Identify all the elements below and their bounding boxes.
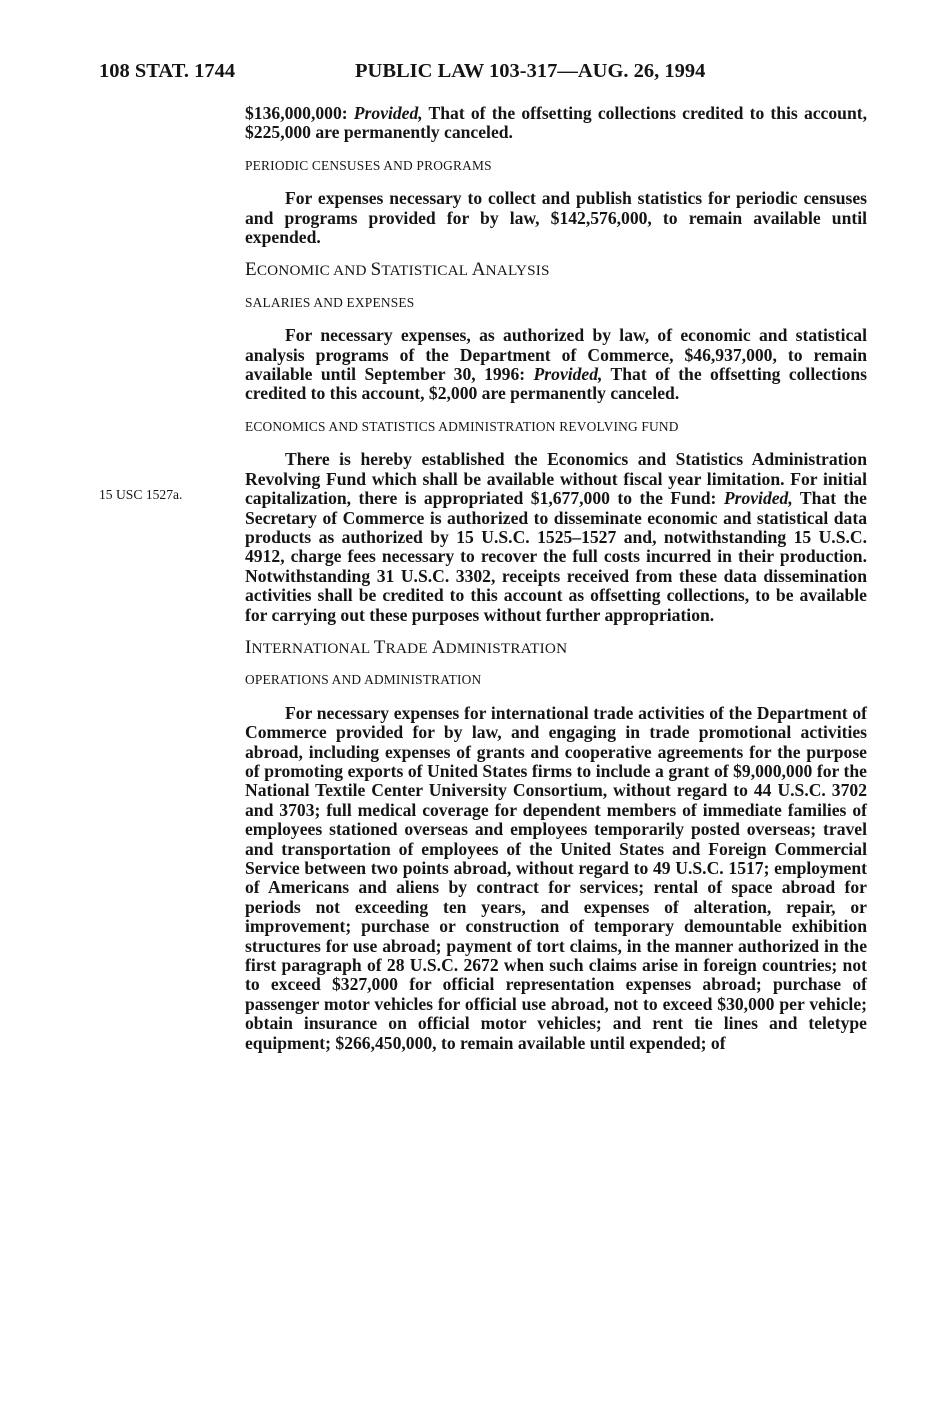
carryover-rest: That of the offsetting collections credited to this account, $225,000 are permanently canceled. bbox=[245, 103, 867, 143]
heading-part: NTERNATIONAL bbox=[251, 639, 374, 657]
page-body bbox=[245, 104, 867, 1053]
heading-part: I bbox=[245, 636, 252, 658]
heading-part: S bbox=[370, 259, 382, 281]
economic-analysis-rest: That of the offsetting collections credited to this account, $2,000 are permanently canceled. bbox=[245, 364, 867, 404]
heading-part: NALYSIS bbox=[485, 262, 550, 280]
law-citation: PUBLIC LAW 103-317—AUG. 26, 1994 bbox=[355, 60, 706, 82]
revolving-fund-proviso: Provided, bbox=[723, 488, 793, 509]
international-trade-paragraph: For necessary expenses for international trade activities of the Department of Commerce provided for by law, and engaging in trade promotional activities abroad, including expenses of grants and cooperative agreements for the purpose of promoting exports of United States firms to include a grant of $9,000,000 for the National Textile Center University Consortium, without regard to 44 U.S.C. 3702 and 3703; full medical coverage for dependent members of immediate families of employees stationed overseas and employees temporarily posted overseas; travel and transportation of employees of the United States and Foreign Commercial Service between two points abroad, without regard to 49 U.S.C. 1517; employment of Americans and aliens by contract for services; rental of space abroad for periods not exceeding ten years, and expenses of alteration, repair, or improvement; purchase or construction of temporary demountable exhibition structures for use abroad; payment of tort claims, in the manner authorized in the first paragraph of 28 U.S.C. 2672 when such claims arise in foreign countries; not to exceed $327,000 for official representation expenses abroad; purchase of passenger motor vehicles for official use abroad, not to exceed $30,000 per vehicle; obtain insurance on official motor vehicles; and rent tie lines and teletype equipment; $266,450,000, to remain available until expended; of bbox=[245, 702, 867, 1053]
economic-analysis-lead: For necessary expenses, as authorized by law, of economic and statistical analysis programs of the Department of Commerce, $46,937,000, to remain available until September 30, 1996: bbox=[245, 325, 867, 385]
heading-part: CONOMIC bbox=[256, 262, 334, 280]
economic-analysis-proviso: Provided, bbox=[533, 364, 603, 385]
heading-part: AND bbox=[333, 262, 371, 280]
carryover-proviso: Provided, bbox=[353, 103, 423, 123]
revolving-fund-paragraph bbox=[245, 450, 867, 625]
heading-part: A bbox=[431, 636, 446, 658]
running-head bbox=[0, 60, 946, 90]
heading-international-trade bbox=[245, 638, 867, 658]
heading-economic-statistical-analysis bbox=[245, 260, 867, 280]
heading-part: RADE bbox=[385, 639, 432, 657]
usc-margin-note: 15 USC 1527a. bbox=[99, 487, 183, 502]
economic-analysis-paragraph bbox=[245, 326, 867, 404]
revolving-fund-lead: There is hereby established the Economics and Statistics Administration Revolving Fund which shall be available without fiscal year limitation. For initial capitalization, there is appropriated $1,677,000 to the Fund: bbox=[245, 449, 867, 509]
heading-revolving-fund: ECONOMICS AND STATISTICS ADMINISTRATION REVOLVING FUND bbox=[245, 418, 679, 434]
periodic-censuses-paragraph: For expenses necessary to collect and publish statistics for periodic censuses and programs provided for by law, $142,576,000, to remain available until expended. bbox=[245, 188, 867, 248]
carryover-paragraph bbox=[245, 104, 867, 143]
heading-part: A bbox=[471, 259, 486, 281]
subheading-operations-administration: OPERATIONS AND ADMINISTRATION bbox=[245, 672, 482, 688]
heading-part: DMINISTRATION bbox=[445, 639, 568, 657]
stat-citation: 108 STAT. 1744 bbox=[99, 60, 236, 82]
subheading-salaries-expenses: SALARIES AND EXPENSES bbox=[245, 294, 415, 310]
heading-part: TATISTICAL bbox=[381, 262, 472, 280]
heading-part: E bbox=[245, 259, 257, 281]
heading-periodic-censuses: PERIODIC CENSUSES AND PROGRAMS bbox=[245, 157, 492, 173]
carryover-lead: $136,000,000: bbox=[245, 103, 354, 123]
revolving-fund-rest: That the Secretary of Commerce is authorized to disseminate economic and statistical data products as authorized by 15 U.S.C. 1525–1527 and, notwithstanding 15 U.S.C. 4912, charge fees necessary to recover the full costs incurred in their production. Notwithstanding 31 U.S.C. 3302, receipts received from these data dissemination activities shall be credited to this account as offsetting collections, to be available for carrying out these purposes without further appropriation. bbox=[245, 488, 867, 625]
heading-part: T bbox=[373, 636, 386, 658]
